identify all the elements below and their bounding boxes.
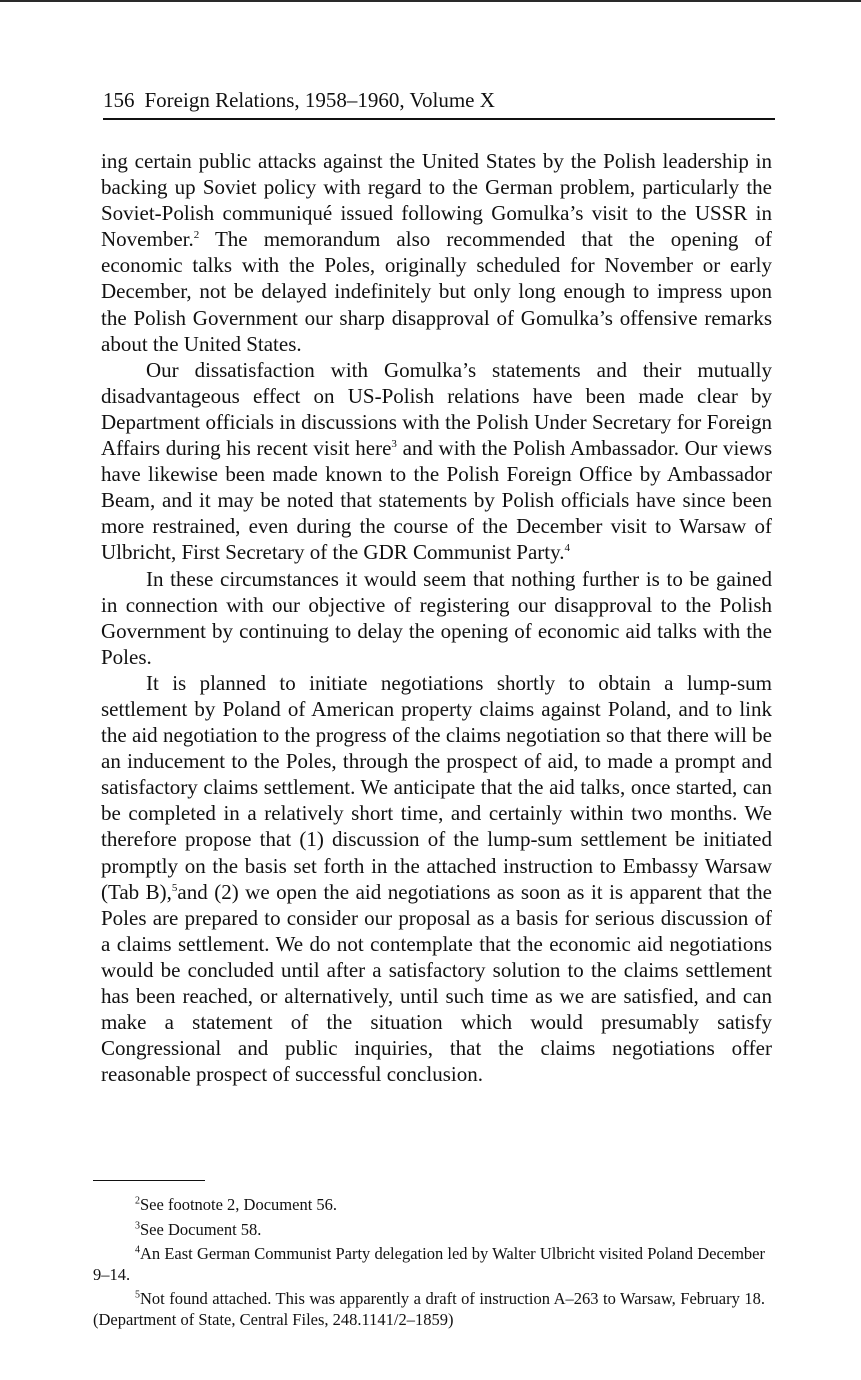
footnote-text: See Document 58. <box>140 1219 262 1239</box>
footnote-4 <box>93 1244 765 1285</box>
footnote-ref-3: 3 <box>391 438 397 451</box>
footnote-text: See footnote 2, Document 56. <box>140 1195 338 1214</box>
paragraph-1 <box>101 148 772 357</box>
paragraph-1-text-a: ing certain public attacks against the United States by the Polish leadership in backing up Soviet policy with regard to the German problem, particularly the Soviet-Polish communiqué issued following Gomulka’s visit to the USSR in November. <box>101 149 772 252</box>
header-rule <box>103 118 775 120</box>
footnote-number: 4 <box>135 1244 140 1256</box>
paragraph-1-text-b: The memorandum also recommended that the opening of economic talks with the Poles, originally scheduled for November or early December, not be delayed indefinitely but only long enough to impress upon the Polish Government our sharp disapproval of Gomulka’s offensive remarks about the United States. <box>101 227 772 356</box>
footnote-ref-5: 5 <box>171 881 178 894</box>
footnote-number: 2 <box>135 1195 140 1207</box>
paragraph-2 <box>101 357 772 566</box>
paragraph-4-text-a: It is planned to initiate negotiations shortly to obtain a lump-sum settlement by Poland of American property claims against Poland, and to link the aid negotiation to the progress of the claims negotiation so that there will be an inducement to the Poles, through the prospect of aid, to made a prompt and satisfactory claims settlement. We anticipate that the aid talks, once started, can be completed in a relatively short time, and certainly within two months. We therefore propose that (1) discussion of the lump-sum settlement be initiated promptly on the basis set forth in the attached instruction to Embassy Warsaw (Tab B), <box>101 670 772 904</box>
footnotes <box>93 1195 765 1334</box>
paragraph-4-text-b: and (2) we open the aid negotiations as soon as it is apparent that the Poles are prepared to consider our proposal as a basis for serious discussion of a claims settlement. We do not contemplate that the economic aid negotiations would be concluded until after a satisfactory solution to the claims settlement has been reached, or alternatively, until such time as we are satisfied, and can make a statement of the situation which would presumably satisfy Congressional and public inquiries, that the claims negotiations offer reasonable prospect of successful conclusion. <box>101 879 772 1087</box>
running-header <box>103 86 775 118</box>
footnote-ref-2: 2 <box>193 229 200 242</box>
footnote-number: 5 <box>135 1289 140 1301</box>
paragraph-4 <box>101 670 772 1088</box>
footnote-ref-4: 4 <box>564 542 570 555</box>
paragraph-3-text: In these circumstances it would seem that nothing further is to be gained in connection with our objective of registering our disapproval to the Polish Government by continuing to delay the opening of economic aid talks with the Poles. <box>101 566 772 669</box>
footnote-text: Not found attached. This was apparently a draft of instruction A–263 to Warsaw, February 18. (Department of State, Central Files, 248.1141/2–1859) <box>93 1289 765 1329</box>
page-top-edge <box>0 0 861 2</box>
paragraph-3 <box>101 566 772 670</box>
footnote-rule <box>93 1180 205 1181</box>
paragraph-2-text-a: Our dissatisfaction with Gomulka’s statements and their mutually disadvantageous effect on US-Polish relations have been made clear by Department officials in discussions with the Polish Under Secretary for Foreign Affairs during his recent visit here <box>101 357 772 461</box>
page-number: 156 <box>103 88 135 112</box>
paragraph-2-text-b: and with the Polish Ambassador. Our views have likewise been made known to the Polish Foreign Office by Ambassador Beam, and it may be noted that statements by Polish officials have since been more restrained, even during the course of the December visit to Warsaw of Ulbricht, First Secretary of the GDR Communist Party. <box>101 436 772 565</box>
footnote-3 <box>93 1220 765 1241</box>
body-text <box>101 148 772 1087</box>
footnote-number: 3 <box>135 1220 140 1231</box>
footnote-text: An East German Communist Party delegation led by Walter Ulbricht visited Poland December 9–14. <box>93 1244 765 1284</box>
footnote-2 <box>93 1195 765 1216</box>
footnote-5 <box>93 1289 765 1330</box>
volume-title: Foreign Relations, 1958–1960, Volume X <box>144 88 495 112</box>
